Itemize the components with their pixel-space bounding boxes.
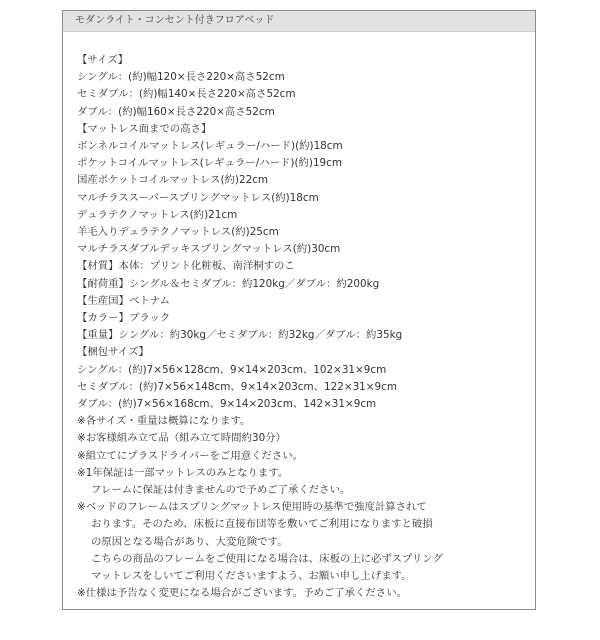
spec-line: こちらの商品のフレームをご使用になる場合は、床板の上に必ずスプリング (91, 552, 443, 565)
spec-line: 羊毛入りデュラテクノマットレス(約)25cm (77, 226, 279, 239)
spec-line: マルチラススーパースプリングマットレス(約)18cm (77, 191, 319, 204)
spec-line: ※お客様組み立て品（組み立て時間約30分） (77, 432, 286, 445)
spec-line: の原因となる場合があり、大変危険です。 (91, 535, 288, 548)
spec-line: 【重量】シングル：約30kg／セミダブル：約32kg／ダブル：約35kg (77, 329, 403, 342)
spec-line: フレームに保証は付きませんので予めご了承ください。 (91, 484, 351, 497)
spec-line: 【サイズ】 (77, 54, 129, 66)
spec-line: ※ベッドのフレームはスプリングマットレス使用時の基準で強度計算されて (77, 501, 427, 514)
spec-line: 【カラー】ブラック (77, 312, 171, 325)
spec-line: ※1年保証は一部マットレスのみとなります。 (77, 466, 289, 479)
spec-line: マットレスをしいてご利用くださいますよう、お願い申し上げます。 (91, 570, 412, 583)
spec-line: セミダブル：(約)7×56×148cm、9×14×203cm、122×31×9cm (77, 380, 397, 393)
spec-line: デュラテクノマットレス(約)21cm (77, 208, 238, 221)
spec-line: シングル：(約)幅120×長さ220×高さ52cm (77, 71, 285, 84)
spec-line: 国産ポケットコイルマットレス(約)22cm (77, 174, 269, 187)
spec-line: マルチラスダブルデッキスプリングマットレス(約)30cm (77, 243, 341, 256)
spec-header (63, 11, 535, 32)
spec-line: 【梱包サイズ】 (77, 346, 149, 359)
spec-line: ※各サイズ・重量は概算になります。 (77, 415, 251, 428)
spec-line: 【生産国】ベトナム (77, 294, 170, 307)
spec-line: ダブル：(約)幅160×長さ220×高さ52cm (77, 105, 275, 118)
spec-list (63, 32, 535, 603)
spec-line: おります。そのため、床板に直接布団等を敷いてご利用になりますと破損 (91, 518, 433, 531)
spec-line: ※仕様は予告なく変更になる場合がございます。予めご了承ください。 (77, 587, 407, 600)
spec-line: ボンネルコイルマットレス(レギュラー/ハード)(約)18cm (77, 140, 343, 153)
spec-box (62, 10, 536, 610)
spec-line: 【マットレス面までの高さ】 (77, 122, 212, 135)
spec-line: ポケットコイルマットレス(レギュラー/ハード)(約)19cm (77, 157, 342, 170)
spec-line: ダブル：(約)7×56×168cm、9×14×203cm、142×31×9cm (77, 398, 377, 411)
spec-line: セミダブル：(約)幅140×長さ220×高さ52cm (77, 88, 296, 101)
spec-line: ※組立てにプラスドライバーをご用意ください。 (77, 449, 304, 462)
spec-line: シングル：(約)7×56×128cm、9×14×203cm、102×31×9cm (77, 363, 387, 376)
product-title: モダンライト・コンセント付きフロアベッド (75, 15, 275, 26)
spec-line: 【材質】本体：プリント化粧板、南洋桐すのこ (77, 260, 295, 273)
spec-line: 【耐荷重】シングル＆セミダブル：約120kg／ダブル：約200kg (77, 277, 380, 290)
